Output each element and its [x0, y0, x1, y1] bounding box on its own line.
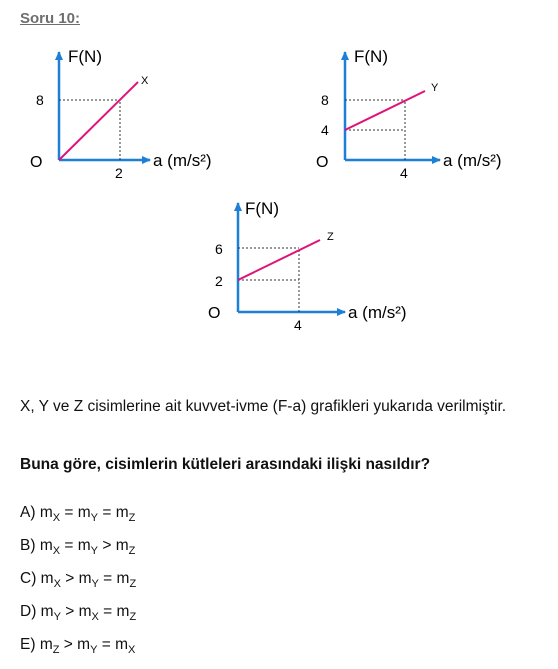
x-axis-label: a (m/s²): [348, 303, 407, 322]
option-b[interactable]: B) $m_X = m_Y > m_Z$: [20, 537, 136, 557]
series-label: X: [141, 75, 149, 87]
tick-label: 4: [321, 122, 329, 138]
tick-label: 2: [115, 165, 123, 181]
option-e[interactable]: E) $m_Z > m_Y = m_X$: [20, 636, 136, 656]
option-a[interactable]: A) $m_X = m_Y = m_Z$: [20, 504, 136, 524]
graph-z: [208, 199, 407, 333]
tick-label: 2: [215, 273, 223, 289]
series-label: Z: [327, 231, 334, 243]
graph-y: [316, 47, 502, 181]
option-letter: A): [20, 504, 36, 521]
origin-label: O: [208, 305, 221, 322]
series-line-x: [59, 82, 138, 160]
series-line-z: [238, 240, 320, 280]
x-axis-label: a (m/s²): [153, 151, 212, 170]
option-letter: D): [20, 603, 37, 620]
option-letter: C): [20, 570, 37, 587]
tick-label: 4: [400, 165, 408, 181]
option-d[interactable]: D) $m_Y > m_X = m_Z$: [20, 603, 137, 623]
series-label: Y: [431, 82, 439, 94]
tick-label: 8: [321, 92, 329, 108]
option-letter: B): [20, 537, 36, 554]
tick-label: 6: [215, 241, 223, 257]
problem-statement: X, Y ve Z cisimlerine ait kuvvet-ivme (F-a) grafikleri yukarıda verilmiştir.: [20, 398, 507, 415]
x-axis-label: a (m/s²): [443, 151, 502, 170]
option-letter: E): [20, 636, 36, 653]
series-line-y: [345, 91, 425, 130]
origin-label: O: [316, 154, 329, 171]
question-number: Soru 10:: [20, 10, 81, 27]
tick-label: 8: [36, 92, 44, 108]
y-axis-label: F(N): [354, 47, 388, 66]
option-c[interactable]: C) $m_X > m_Y = m_Z$: [20, 570, 137, 590]
question-text: Buna göre, cisimlerin kütleleri arasındaki ilişki nasıldır?: [20, 456, 431, 473]
tick-label: 4: [294, 317, 302, 333]
origin-label: O: [30, 154, 43, 171]
y-axis-label: F(N): [245, 199, 279, 218]
y-axis-label: F(N): [68, 47, 102, 66]
graph-x: [30, 47, 212, 181]
